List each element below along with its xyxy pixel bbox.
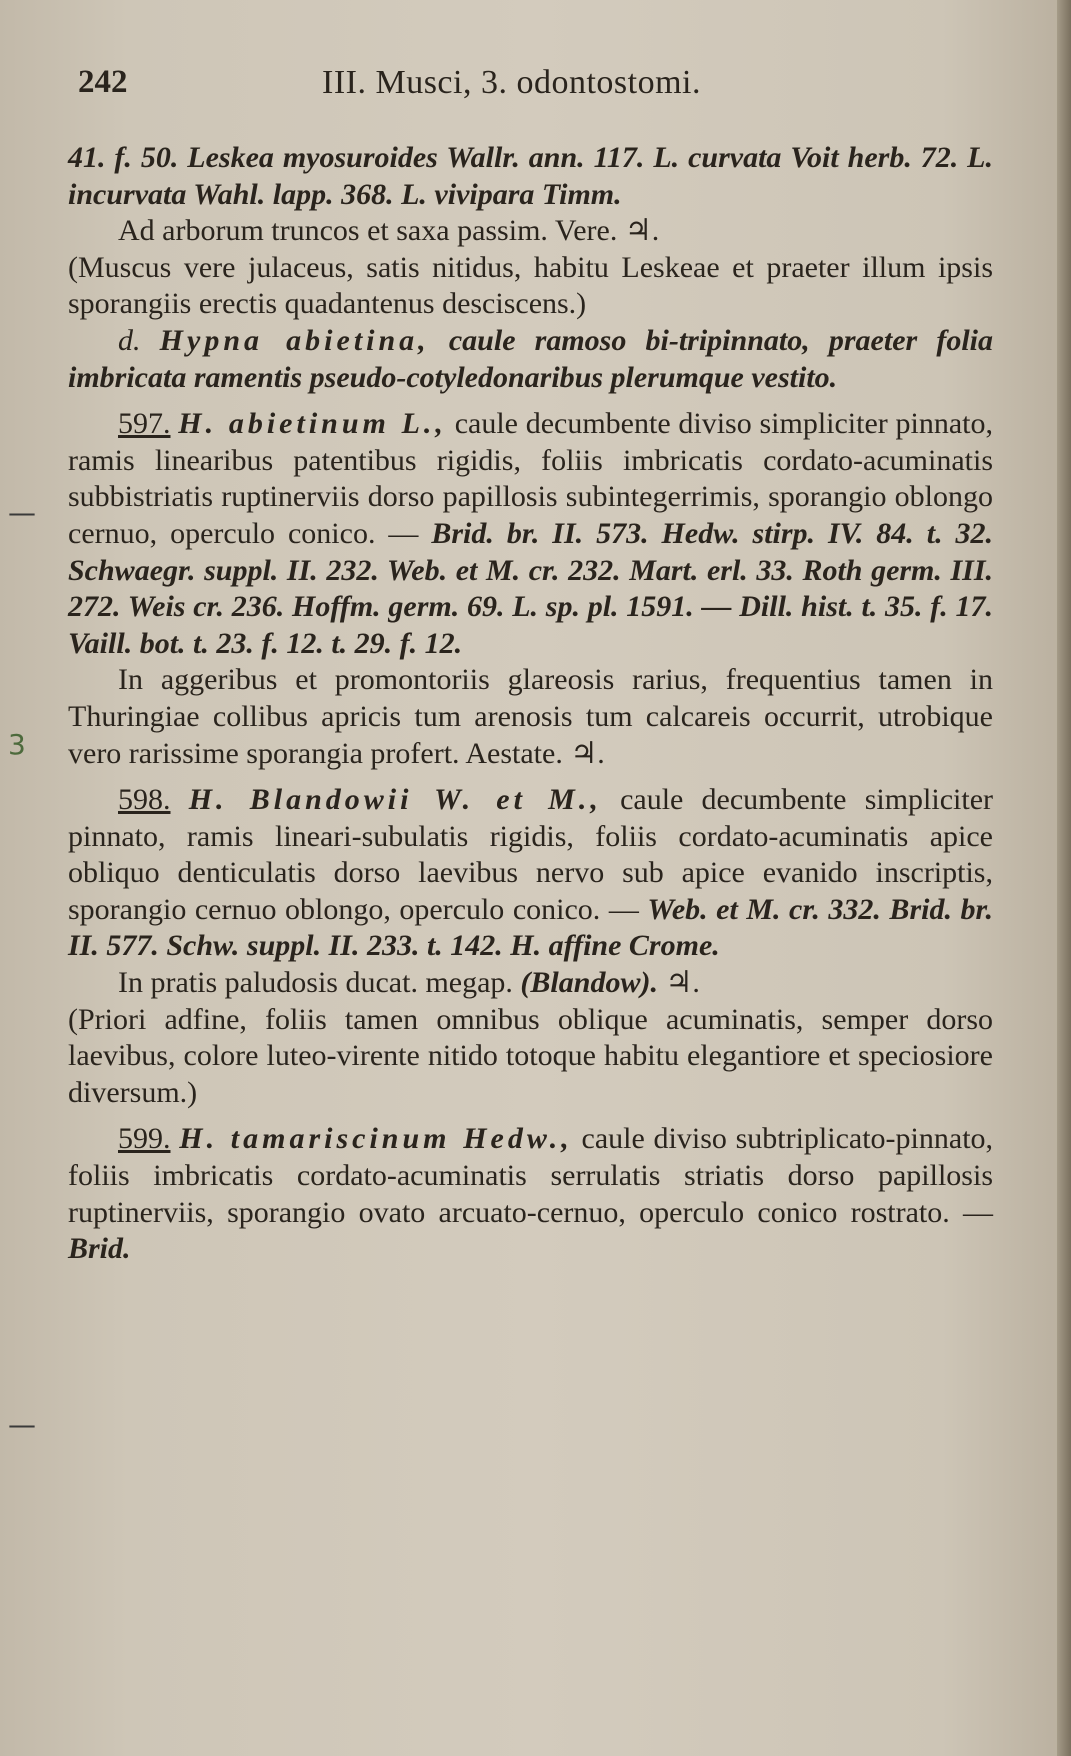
page-body <box>68 140 993 1268</box>
running-title: III. Musci, 3. odontostomi. <box>322 64 701 101</box>
entry-41 <box>68 140 993 213</box>
species-references: Web. et M. cr. 332. Brid. br. II. 577. Schw. suppl. II. 233. t. 142. H. affine Crome. <box>68 892 994 963</box>
section-description: caule ramoso bi-tripinnato, praeter folia imbricata ramentis pseudo-cotyledonaribus plerumque vestito. <box>68 323 994 394</box>
entry-habitat: In aggeribus et promontoriis glareosis rarius, frequentius tamen in Thuringiae collibus apricis tum arenosis tum calcareis occurrit, utrobique vero rarissime sporangia profert. Aestate. ♃. <box>68 663 993 770</box>
entry-habitat: Ad arborum truncos et saxa passim. Vere. ♃. <box>118 214 660 248</box>
species-references: Brid. br. II. 573. Hedw. stirp. IV. 84. t. 32. Schwaegr. suppl. II. 232. Web. et M. cr. 232. Mart. erl. 33. Roth germ. III. 272. Weis cr. 236. Hoffm. germ. 69. L. sp. pl. 1591. — Dill. hist. t. 35. f. 17. Vaill. bot. t. 23. f. 12. t. 29. f. 12. <box>68 516 994 660</box>
habitat-collector: (Blandow). <box>520 966 658 1000</box>
section-heading <box>68 323 993 396</box>
margin-mark-dash: — <box>8 496 36 529</box>
entry-note: (Priori adfine, foliis tamen omnibus oblique acuminatis, semper dorso laevibus, colore luteo-virente nitido totoque habitu elegantiore et speciosiore diversum.) <box>68 1002 993 1109</box>
entry-number: 598. <box>118 783 171 817</box>
section-label: d. <box>118 323 141 357</box>
entry-599 <box>68 1121 993 1267</box>
species-name: H. Blandowii W. et M., <box>188 783 602 817</box>
species-description: caule decumbente diviso simpliciter pinnato, ramis linearibus patentibus rigidis, foliis imbricatis cordato-acuminatis subbistriatis ruptinerviis dorso papillosis subintegerrimis, sporangio oblongo cernuo, operculo conico. — <box>68 407 994 550</box>
entry-habitat <box>68 965 993 1002</box>
page-number: 242 <box>78 64 128 100</box>
margin-mark-dash: — <box>8 1408 36 1441</box>
section-name: Hypna abietina, <box>159 323 430 357</box>
page-edge-shadow <box>1057 0 1071 1756</box>
entry-ref: 41. f. 50. <box>68 141 179 174</box>
page-header <box>72 64 1012 114</box>
entry-synonyms: Leskea myosuroides Wallr. ann. 117. L. curvata Voit herb. 72. L. incurvata Wahl. lapp. 368. L. vivipara Timm. <box>68 141 993 211</box>
species-name: H. abietinum L., <box>178 407 447 441</box>
perennial-symbol: ♃. <box>665 966 700 1000</box>
species-description: caule decumbente simpliciter pinnato, ramis lineari-subulatis rigidis, foliis cordato-acuminatis apice obliquo denticulatis dorso laevibus nervo sub apice evanido inscriptis, sporangio cernuo oblongo, operculo conico. — <box>68 783 994 926</box>
species-references: Brid. <box>68 1232 131 1266</box>
entry-number: 597. <box>118 407 171 441</box>
entry-number: 599. <box>118 1122 171 1156</box>
entry-note: (Muscus vere julaceus, satis nitidus, habitu Leskeae et praeter illum ipsis sporangiis erectis quadantenus desciscens.) <box>68 250 993 321</box>
species-name: H. tamariscinum Hedw., <box>179 1122 573 1156</box>
entry-597 <box>68 406 993 662</box>
entry-598 <box>68 782 993 965</box>
habitat-text: In pratis paludosis ducat. megap. <box>118 966 513 1000</box>
species-description: caule diviso subtriplicato-pinnato, foliis imbricatis cordato-acuminatis serrulatis striatis dorso papillosis ruptinerviis, sporangio ovato arcuato-cernuo, operculo conico rostrato. — <box>68 1122 994 1229</box>
margin-mark-number: 3 <box>8 728 26 761</box>
